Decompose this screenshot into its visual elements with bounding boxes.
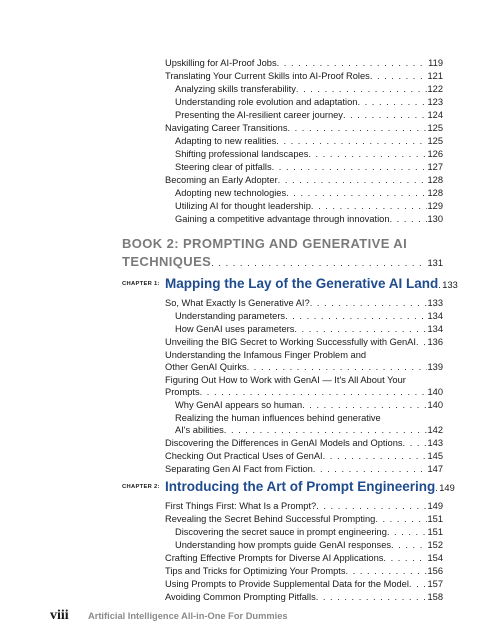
entry-title: Checking Out Practical Uses of GenAI [165, 451, 323, 461]
entry-title: How GenAI uses parameters [175, 324, 295, 334]
toc-entry[interactable] [165, 297, 443, 310]
entry-page: 122 [427, 84, 443, 94]
dot-leader [276, 135, 427, 148]
entry-page: 129 [427, 201, 443, 211]
entry-title: Utilizing AI for thought leadership [175, 201, 311, 211]
toc-entry[interactable] [175, 399, 443, 412]
entry-page: 158 [427, 592, 443, 602]
entry-title: Tips and Tricks for Optimizing Your Prompts [165, 566, 346, 576]
toc-entry[interactable] [175, 310, 443, 323]
entry-page: 139 [427, 362, 443, 372]
dot-leader [286, 187, 427, 200]
dot-leader [390, 213, 428, 226]
entry-page: 134 [427, 324, 443, 334]
toc-entry[interactable] [175, 83, 443, 96]
chapter-title: Introducing the Art of Prompt Engineering [165, 479, 436, 494]
entry-title: Understanding parameters [175, 311, 286, 321]
toc-entry[interactable] [165, 463, 443, 476]
entry-page: 119 [428, 58, 443, 68]
dot-leader [316, 591, 428, 604]
entry-title: Becoming an Early Adopter [165, 175, 278, 185]
entry-title-wrap: Understanding the Infamous Finger Problem and [165, 350, 367, 360]
entry-page: 143 [427, 438, 443, 448]
toc-entry[interactable] [175, 109, 443, 122]
chapter-title-row[interactable] [165, 276, 458, 291]
toc-entry[interactable] [165, 386, 443, 399]
dot-leader [211, 258, 427, 268]
dot-leader [278, 174, 428, 187]
toc-entry[interactable] [165, 122, 443, 135]
dot-leader [308, 148, 427, 161]
dot-leader [403, 437, 428, 450]
toc-entry[interactable] [165, 565, 443, 578]
entry-title-wrap: Figuring Out How to Work with GenAI — It's All About Your [165, 375, 406, 385]
entry-title: Avoiding Common Prompting Pitfalls [165, 592, 316, 602]
dot-leader [357, 96, 427, 109]
dot-leader [323, 450, 428, 463]
toc-entry[interactable] [165, 552, 443, 565]
toc-entry[interactable] [175, 539, 443, 552]
entry-page: 133 [427, 298, 443, 308]
chapter-page: 133 [442, 280, 458, 290]
entry-title: Prompts [165, 387, 200, 397]
toc-entry[interactable] [175, 200, 443, 213]
page-number: viii [50, 608, 69, 623]
entry-page: 125 [427, 123, 443, 133]
entry-page: 128 [427, 188, 443, 198]
entry-title: Discovering the secret sauce in prompt engineering [175, 527, 387, 537]
toc-entry[interactable] [165, 591, 443, 604]
toc-entry[interactable] [165, 174, 443, 187]
entry-page: 140 [427, 387, 443, 397]
entry-title: Upskilling for AI-Proof Jobs [165, 58, 277, 68]
entry-page: 154 [427, 553, 443, 563]
entry-title: Analyzing skills transferability [175, 84, 296, 94]
dot-leader [391, 539, 427, 552]
dot-leader [224, 424, 428, 437]
entry-page: 136 [427, 337, 443, 347]
toc-entry[interactable] [165, 437, 443, 450]
dot-leader [316, 500, 427, 513]
entry-title: Separating Gen AI Fact from Fiction [165, 464, 313, 474]
entry-title: AI's abilities [175, 425, 224, 435]
entry-page: 151 [427, 527, 443, 537]
entry-page: 152 [427, 540, 443, 550]
dot-leader [287, 122, 427, 135]
toc-entry[interactable] [175, 148, 443, 161]
entry-title: Understanding how prompts guide GenAI responses [175, 540, 392, 550]
toc-entry[interactable] [175, 213, 443, 226]
toc-entry[interactable] [165, 500, 443, 513]
toc-entry[interactable] [175, 526, 443, 539]
entry-title: Revealing the Secret Behind Successful Prompting [165, 514, 376, 524]
entry-page: 123 [427, 97, 443, 107]
toc-entry[interactable] [165, 57, 443, 70]
dot-leader [383, 552, 427, 565]
entry-page: 134 [427, 311, 443, 321]
entry-title: Presenting the AI-resilient career journey [175, 110, 343, 120]
entry-title: Shifting professional landscapes [175, 149, 309, 159]
toc-entry[interactable] [175, 135, 443, 148]
dot-leader [370, 70, 428, 83]
entry-page: 128 [427, 175, 443, 185]
toc-entry[interactable] [165, 450, 443, 463]
dot-leader [247, 361, 428, 374]
toc-entry[interactable] [165, 361, 443, 374]
entry-title: Unveiling the BIG Secret to Working Successfully with GenAI [165, 337, 416, 347]
running-footer-title: Artificial Intelligence All-in-One For Dummies [88, 611, 288, 621]
dot-leader [200, 386, 428, 399]
toc-entry[interactable] [165, 578, 443, 591]
entry-page: 125 [427, 136, 443, 146]
entry-title: Understanding role evolution and adaptation [175, 97, 358, 107]
entry-title: Steering clear of pitfalls [175, 162, 272, 172]
dot-leader [294, 323, 427, 336]
entry-page: 145 [427, 451, 443, 461]
dot-leader [311, 200, 428, 213]
dot-leader [387, 526, 428, 539]
entry-page: 156 [427, 566, 443, 576]
entry-title: First Things First: What Is a Prompt? [165, 501, 317, 511]
entry-page: 157 [427, 579, 443, 589]
toc-entry[interactable] [175, 323, 443, 336]
dot-leader [285, 310, 427, 323]
dot-leader [302, 399, 427, 412]
toc-entry[interactable] [165, 70, 443, 83]
dot-leader [343, 109, 428, 122]
entry-title: Adopting new technologies [175, 188, 287, 198]
dot-leader [272, 161, 428, 174]
dot-leader [375, 513, 427, 526]
chapter-title-row[interactable] [165, 479, 455, 494]
book-heading-row[interactable] [122, 254, 443, 269]
entry-page: 126 [427, 149, 443, 159]
entry-page: 147 [427, 464, 443, 474]
entry-title-wrap: Realizing the human influences behind generative [175, 413, 381, 423]
toc-entry[interactable] [175, 96, 443, 109]
chapter-label: CHAPTER 2: [122, 484, 160, 490]
entry-title: Using Prompts to Provide Supplemental Data for the Model [165, 579, 409, 589]
entry-title: Translating Your Current Skills into AI-Proof Roles [165, 71, 370, 81]
toc-entry[interactable] [175, 187, 443, 200]
dot-leader [416, 336, 428, 349]
entry-page: 121 [427, 71, 443, 81]
toc-entry[interactable] [175, 424, 443, 437]
dot-leader [346, 565, 428, 578]
entry-title: Crafting Effective Prompts for Diverse AI Applications [165, 553, 384, 563]
entry-page: 142 [427, 425, 443, 435]
chapter-label: CHAPTER 1: [122, 281, 160, 287]
entry-page: 140 [427, 400, 443, 410]
entry-title: Why GenAI appears so human [175, 400, 303, 410]
dot-leader [277, 57, 429, 70]
dot-leader [409, 578, 428, 591]
toc-entry[interactable] [165, 336, 443, 349]
entry-title: So, What Exactly Is Generative AI? [165, 298, 310, 308]
dot-leader [313, 463, 428, 476]
book-heading-line1: BOOK 2: PROMPTING AND GENERATIVE AI [122, 236, 408, 251]
entry-page: 130 [427, 214, 443, 224]
entry-page: 149 [427, 501, 443, 511]
entry-title: Navigating Career Transitions [165, 123, 288, 133]
entry-title: Discovering the Differences in GenAI Models and Options [165, 438, 403, 448]
entry-page: 127 [427, 162, 443, 172]
toc-entry[interactable] [165, 513, 443, 526]
entry-page: 151 [427, 514, 443, 524]
entry-title: Other GenAI Quirks [165, 362, 247, 372]
dot-leader [296, 83, 428, 96]
entry-page: 124 [427, 110, 443, 120]
toc-entry[interactable] [175, 161, 443, 174]
chapter-title: Mapping the Lay of the Generative AI Land [165, 276, 439, 291]
book-heading-line2: TECHNIQUES [122, 254, 212, 269]
entry-title: Gaining a competitive advantage through innovation [175, 214, 390, 224]
chapter-page: 149 [439, 483, 455, 493]
dot-leader [310, 297, 428, 310]
entry-title: Adapting to new realities [175, 136, 277, 146]
book-page: 131 [427, 258, 443, 268]
